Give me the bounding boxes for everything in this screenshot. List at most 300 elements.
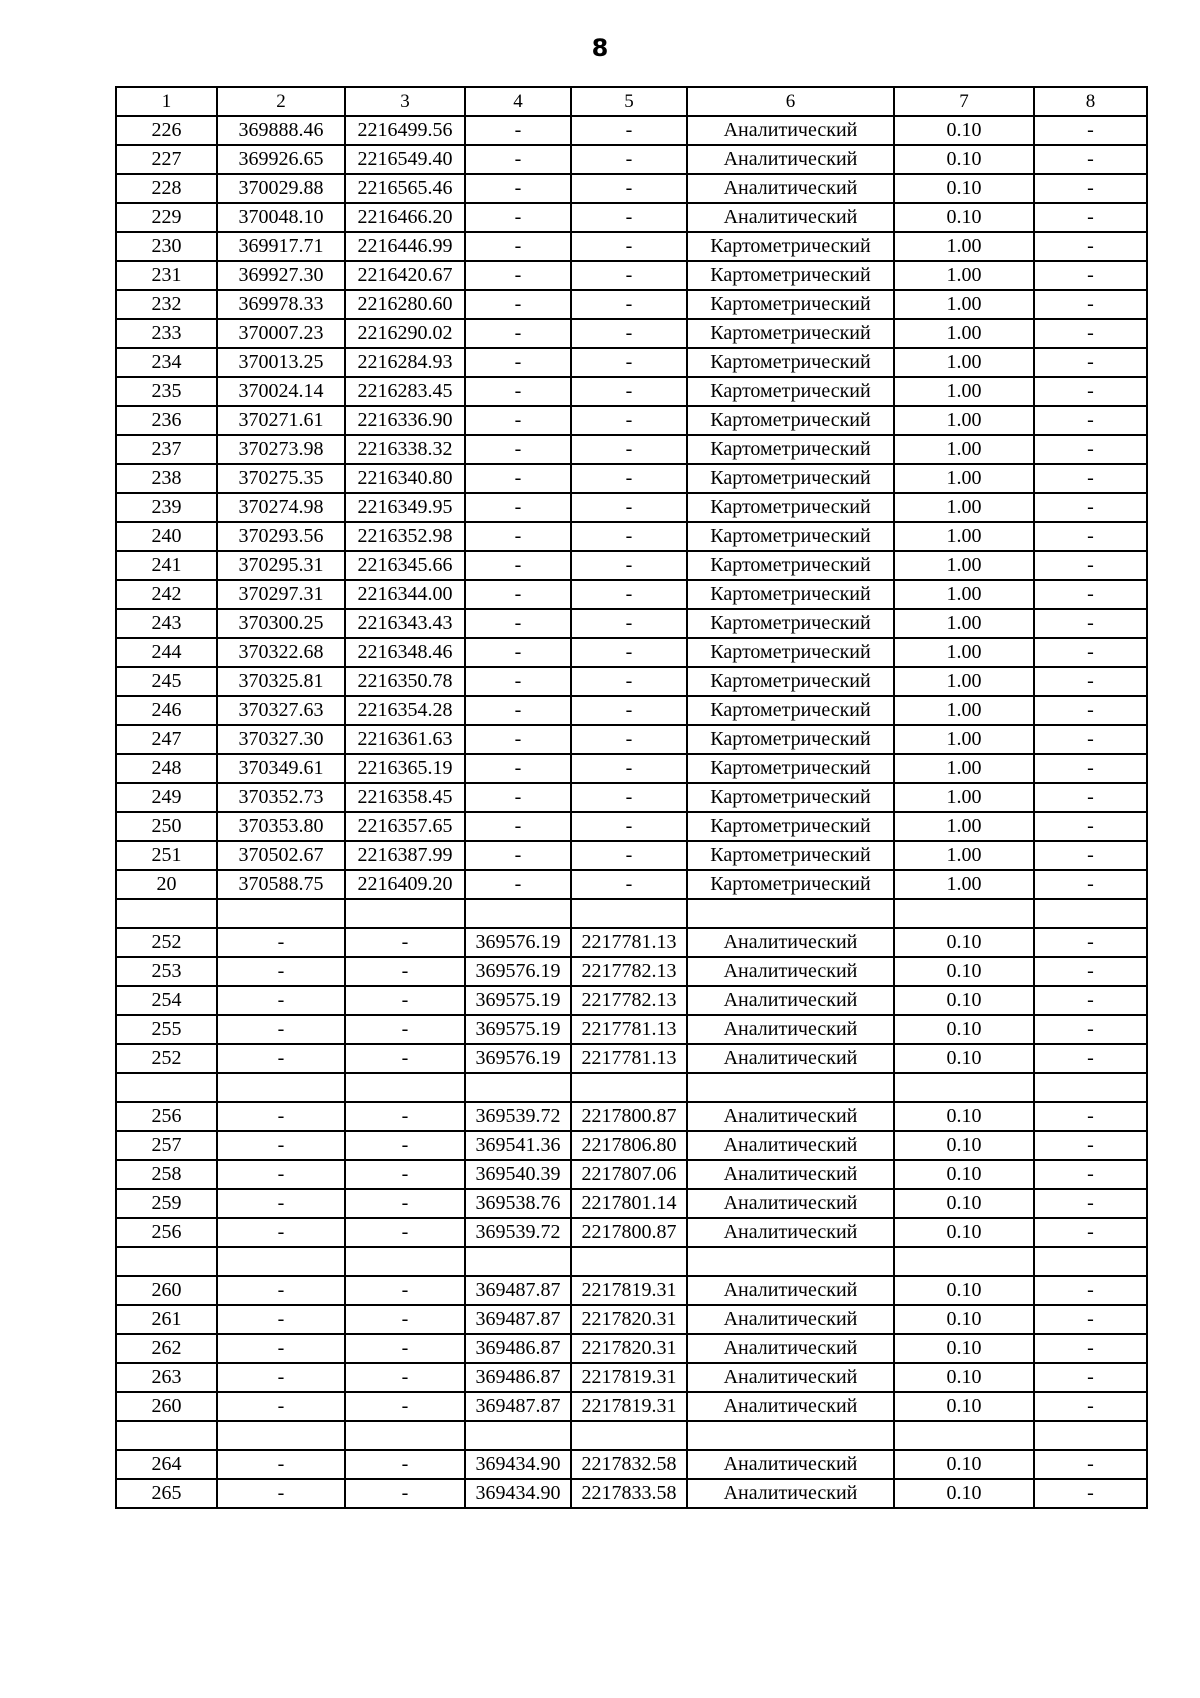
table-row bbox=[116, 1015, 1147, 1044]
table-cell: - bbox=[345, 1218, 465, 1247]
table-cell: 226 bbox=[116, 116, 217, 145]
table-cell: 1.00 bbox=[894, 696, 1034, 725]
table-cell: 370275.35 bbox=[217, 464, 345, 493]
table-cell: 369576.19 bbox=[465, 1044, 571, 1073]
table-cell: 0.10 bbox=[894, 1131, 1034, 1160]
table-cell: 1.00 bbox=[894, 667, 1034, 696]
table-row bbox=[116, 406, 1147, 435]
table-cell: - bbox=[465, 464, 571, 493]
table-row bbox=[116, 754, 1147, 783]
table-row bbox=[116, 1073, 1147, 1102]
table-cell: 2216336.90 bbox=[345, 406, 465, 435]
table-cell: - bbox=[1034, 522, 1147, 551]
table-cell: 2216280.60 bbox=[345, 290, 465, 319]
table-cell: Аналитический bbox=[687, 145, 894, 174]
table-cell: - bbox=[1034, 348, 1147, 377]
table-cell: 369487.87 bbox=[465, 1392, 571, 1421]
table-cell: 227 bbox=[116, 145, 217, 174]
table-cell bbox=[116, 1421, 217, 1450]
table-cell: Картометрический bbox=[687, 609, 894, 638]
table-cell: 1.00 bbox=[894, 812, 1034, 841]
table-cell bbox=[345, 1421, 465, 1450]
table-cell: Аналитический bbox=[687, 1479, 894, 1508]
table-cell: 2217819.31 bbox=[571, 1392, 687, 1421]
table-header-row bbox=[116, 87, 1147, 116]
table-cell bbox=[571, 1247, 687, 1276]
table-cell: Картометрический bbox=[687, 290, 894, 319]
table-cell: - bbox=[1034, 406, 1147, 435]
table-cell bbox=[1034, 899, 1147, 928]
table-cell: 248 bbox=[116, 754, 217, 783]
table-cell bbox=[345, 1247, 465, 1276]
table-cell: - bbox=[1034, 1160, 1147, 1189]
table-cell: 369888.46 bbox=[217, 116, 345, 145]
table-cell: 369926.65 bbox=[217, 145, 345, 174]
table-cell: - bbox=[1034, 174, 1147, 203]
column-header: 3 bbox=[345, 87, 465, 116]
table-cell: 369434.90 bbox=[465, 1479, 571, 1508]
table-cell bbox=[1034, 1421, 1147, 1450]
table-cell: - bbox=[1034, 290, 1147, 319]
table-cell: 0.10 bbox=[894, 1305, 1034, 1334]
table-cell: 370013.25 bbox=[217, 348, 345, 377]
table-cell: 0.10 bbox=[894, 1102, 1034, 1131]
table-row bbox=[116, 522, 1147, 551]
table-cell: - bbox=[1034, 551, 1147, 580]
table-cell: - bbox=[571, 580, 687, 609]
table-cell: Картометрический bbox=[687, 377, 894, 406]
table-cell: - bbox=[345, 1305, 465, 1334]
table-cell: Аналитический bbox=[687, 1305, 894, 1334]
table-cell: - bbox=[465, 754, 571, 783]
table-cell: 369434.90 bbox=[465, 1450, 571, 1479]
table-cell: 241 bbox=[116, 551, 217, 580]
table-cell: - bbox=[217, 957, 345, 986]
table-cell: Аналитический bbox=[687, 1276, 894, 1305]
table-cell: 0.10 bbox=[894, 116, 1034, 145]
table-cell: 369539.72 bbox=[465, 1102, 571, 1131]
table-cell: 369486.87 bbox=[465, 1334, 571, 1363]
table-cell: - bbox=[217, 1160, 345, 1189]
table-cell: - bbox=[465, 261, 571, 290]
table-row bbox=[116, 203, 1147, 232]
table-cell: 370024.14 bbox=[217, 377, 345, 406]
table-cell: Аналитический bbox=[687, 1131, 894, 1160]
table-cell: 0.10 bbox=[894, 1276, 1034, 1305]
table-row bbox=[116, 551, 1147, 580]
table-cell: 2217820.31 bbox=[571, 1334, 687, 1363]
table-cell: 2217782.13 bbox=[571, 957, 687, 986]
table-cell: - bbox=[345, 1479, 465, 1508]
table-cell: - bbox=[571, 783, 687, 812]
table-cell: 2216283.45 bbox=[345, 377, 465, 406]
table-cell: - bbox=[1034, 1044, 1147, 1073]
table-cell: - bbox=[217, 1392, 345, 1421]
table-cell bbox=[345, 1073, 465, 1102]
table-cell bbox=[894, 1247, 1034, 1276]
table-cell: - bbox=[465, 348, 571, 377]
table-cell: Аналитический bbox=[687, 1189, 894, 1218]
table-cell: 2217801.14 bbox=[571, 1189, 687, 1218]
table-cell: 20 bbox=[116, 870, 217, 899]
table-cell: 2216409.20 bbox=[345, 870, 465, 899]
table-cell: 2216420.67 bbox=[345, 261, 465, 290]
table-cell: - bbox=[1034, 754, 1147, 783]
table-cell bbox=[571, 1421, 687, 1450]
table-cell: - bbox=[1034, 1218, 1147, 1247]
table-cell: 369575.19 bbox=[465, 986, 571, 1015]
table-cell: - bbox=[345, 1131, 465, 1160]
table-cell: Картометрический bbox=[687, 870, 894, 899]
table-cell: - bbox=[465, 406, 571, 435]
table-cell bbox=[1034, 1073, 1147, 1102]
table-cell: 370295.31 bbox=[217, 551, 345, 580]
table-row bbox=[116, 1305, 1147, 1334]
table-cell: 256 bbox=[116, 1218, 217, 1247]
table-cell: 2216345.66 bbox=[345, 551, 465, 580]
table-cell: 252 bbox=[116, 1044, 217, 1073]
table-cell: - bbox=[217, 1218, 345, 1247]
table-cell: Аналитический bbox=[687, 1334, 894, 1363]
column-header: 6 bbox=[687, 87, 894, 116]
table-cell: Картометрический bbox=[687, 551, 894, 580]
table-cell: - bbox=[571, 435, 687, 464]
page-number: 8 bbox=[591, 34, 609, 62]
table-cell: 370502.67 bbox=[217, 841, 345, 870]
table-cell: - bbox=[217, 1102, 345, 1131]
column-header: 2 bbox=[217, 87, 345, 116]
table-row bbox=[116, 957, 1147, 986]
table-row bbox=[116, 841, 1147, 870]
table-cell: - bbox=[571, 203, 687, 232]
table-cell: Аналитический bbox=[687, 1102, 894, 1131]
table-cell: - bbox=[465, 319, 571, 348]
table-cell: 237 bbox=[116, 435, 217, 464]
table-cell: - bbox=[217, 1044, 345, 1073]
table-cell: Аналитический bbox=[687, 928, 894, 957]
table-cell: - bbox=[571, 493, 687, 522]
table-row bbox=[116, 319, 1147, 348]
table-cell: - bbox=[217, 1450, 345, 1479]
table-cell: 2216499.56 bbox=[345, 116, 465, 145]
table-cell: - bbox=[1034, 812, 1147, 841]
table-row bbox=[116, 1247, 1147, 1276]
table-cell: 240 bbox=[116, 522, 217, 551]
table-row bbox=[116, 435, 1147, 464]
table-cell: 369917.71 bbox=[217, 232, 345, 261]
table-cell: 370029.88 bbox=[217, 174, 345, 203]
table-cell: 2217819.31 bbox=[571, 1363, 687, 1392]
table-cell bbox=[687, 899, 894, 928]
table-cell: - bbox=[217, 1189, 345, 1218]
table-cell: - bbox=[465, 174, 571, 203]
table-cell: 369927.30 bbox=[217, 261, 345, 290]
table-cell: Аналитический bbox=[687, 116, 894, 145]
table-cell: 243 bbox=[116, 609, 217, 638]
table-cell: - bbox=[571, 522, 687, 551]
table-row bbox=[116, 1363, 1147, 1392]
table-cell: - bbox=[1034, 1102, 1147, 1131]
table-cell: 249 bbox=[116, 783, 217, 812]
table-cell: - bbox=[1034, 841, 1147, 870]
table-cell: Картометрический bbox=[687, 435, 894, 464]
table-cell: 1.00 bbox=[894, 377, 1034, 406]
table-row bbox=[116, 609, 1147, 638]
table-cell: Картометрический bbox=[687, 696, 894, 725]
table-cell: 0.10 bbox=[894, 145, 1034, 174]
table-cell: 264 bbox=[116, 1450, 217, 1479]
table-cell: 370327.30 bbox=[217, 725, 345, 754]
table-cell: - bbox=[1034, 638, 1147, 667]
table-cell: - bbox=[571, 841, 687, 870]
table-row bbox=[116, 1102, 1147, 1131]
table-cell: - bbox=[1034, 870, 1147, 899]
table-row bbox=[116, 348, 1147, 377]
table-cell: 1.00 bbox=[894, 870, 1034, 899]
table-cell: 0.10 bbox=[894, 1334, 1034, 1363]
table-cell: 261 bbox=[116, 1305, 217, 1334]
table-row bbox=[116, 1450, 1147, 1479]
table-row bbox=[116, 1160, 1147, 1189]
table-cell: - bbox=[465, 377, 571, 406]
table-cell: Картометрический bbox=[687, 841, 894, 870]
table-cell: 263 bbox=[116, 1363, 217, 1392]
table-cell: 1.00 bbox=[894, 580, 1034, 609]
table-cell bbox=[465, 1073, 571, 1102]
table-cell: 0.10 bbox=[894, 1160, 1034, 1189]
table-cell: 233 bbox=[116, 319, 217, 348]
table-cell: - bbox=[1034, 1276, 1147, 1305]
table-cell: - bbox=[1034, 928, 1147, 957]
table-row bbox=[116, 493, 1147, 522]
table-cell: Аналитический bbox=[687, 1218, 894, 1247]
table-cell: - bbox=[1034, 1334, 1147, 1363]
table-cell: - bbox=[1034, 377, 1147, 406]
table-cell: - bbox=[465, 435, 571, 464]
table-row bbox=[116, 261, 1147, 290]
table-cell: 2217833.58 bbox=[571, 1479, 687, 1508]
table-cell: - bbox=[1034, 435, 1147, 464]
table-cell: 2216358.45 bbox=[345, 783, 465, 812]
table-cell: Аналитический bbox=[687, 1044, 894, 1073]
table-row bbox=[116, 464, 1147, 493]
table-cell: - bbox=[465, 812, 571, 841]
table-cell: - bbox=[1034, 203, 1147, 232]
table-cell: 370327.63 bbox=[217, 696, 345, 725]
table-cell: - bbox=[465, 493, 571, 522]
table-cell: 0.10 bbox=[894, 957, 1034, 986]
table-cell: - bbox=[345, 1276, 465, 1305]
table-cell: 1.00 bbox=[894, 725, 1034, 754]
table-cell: 0.10 bbox=[894, 174, 1034, 203]
table-cell: 1.00 bbox=[894, 841, 1034, 870]
table-cell: - bbox=[345, 1450, 465, 1479]
table-cell: - bbox=[571, 261, 687, 290]
table-cell: Картометрический bbox=[687, 754, 894, 783]
table-cell: - bbox=[465, 203, 571, 232]
table-cell: - bbox=[571, 232, 687, 261]
table-cell bbox=[894, 1421, 1034, 1450]
table-cell: Картометрический bbox=[687, 464, 894, 493]
table-row bbox=[116, 783, 1147, 812]
table-cell bbox=[894, 899, 1034, 928]
table-cell: - bbox=[217, 1131, 345, 1160]
table-cell: - bbox=[1034, 1189, 1147, 1218]
table-cell: 1.00 bbox=[894, 638, 1034, 667]
table-cell: 230 bbox=[116, 232, 217, 261]
table-cell: 2216549.40 bbox=[345, 145, 465, 174]
table-cell: - bbox=[345, 1392, 465, 1421]
table-cell: - bbox=[1034, 986, 1147, 1015]
table-row bbox=[116, 899, 1147, 928]
table-cell: - bbox=[1034, 116, 1147, 145]
table-cell: - bbox=[465, 696, 571, 725]
table-cell: 2216357.65 bbox=[345, 812, 465, 841]
table-cell: 370349.61 bbox=[217, 754, 345, 783]
table-cell: 370588.75 bbox=[217, 870, 345, 899]
table-cell: - bbox=[571, 145, 687, 174]
table-cell: 246 bbox=[116, 696, 217, 725]
table-cell: 234 bbox=[116, 348, 217, 377]
table-cell: Картометрический bbox=[687, 812, 894, 841]
table-cell bbox=[465, 1247, 571, 1276]
table-cell: - bbox=[345, 986, 465, 1015]
table-cell: 0.10 bbox=[894, 1392, 1034, 1421]
table-cell: - bbox=[217, 1276, 345, 1305]
column-header: 7 bbox=[894, 87, 1034, 116]
table-cell: - bbox=[1034, 261, 1147, 290]
table-cell: 2217820.31 bbox=[571, 1305, 687, 1334]
table-cell: 2217781.13 bbox=[571, 928, 687, 957]
table-cell: - bbox=[571, 754, 687, 783]
table-cell: 2216340.80 bbox=[345, 464, 465, 493]
table-cell: 0.10 bbox=[894, 986, 1034, 1015]
table-cell: 2216365.19 bbox=[345, 754, 465, 783]
table-cell: 0.10 bbox=[894, 1218, 1034, 1247]
table-cell: 262 bbox=[116, 1334, 217, 1363]
table-cell: 1.00 bbox=[894, 783, 1034, 812]
table-cell: 1.00 bbox=[894, 261, 1034, 290]
table-cell: - bbox=[1034, 1392, 1147, 1421]
table-cell: Картометрический bbox=[687, 638, 894, 667]
column-header: 8 bbox=[1034, 87, 1147, 116]
table-cell: - bbox=[571, 319, 687, 348]
table-cell: - bbox=[345, 1015, 465, 1044]
table-cell: 251 bbox=[116, 841, 217, 870]
table-cell: - bbox=[345, 1189, 465, 1218]
table-cell bbox=[465, 899, 571, 928]
table-cell bbox=[116, 899, 217, 928]
table-cell: - bbox=[345, 1334, 465, 1363]
table-cell: - bbox=[1034, 464, 1147, 493]
table-cell: 232 bbox=[116, 290, 217, 319]
table-cell: 2217781.13 bbox=[571, 1044, 687, 1073]
table-cell: 369541.36 bbox=[465, 1131, 571, 1160]
table-cell: Аналитический bbox=[687, 986, 894, 1015]
table-cell: 369576.19 bbox=[465, 957, 571, 986]
table-cell: - bbox=[465, 841, 571, 870]
table-cell: - bbox=[465, 609, 571, 638]
table-cell bbox=[116, 1073, 217, 1102]
table-cell: 1.00 bbox=[894, 435, 1034, 464]
table-cell: 1.00 bbox=[894, 232, 1034, 261]
table-cell: 2217832.58 bbox=[571, 1450, 687, 1479]
table-cell: 1.00 bbox=[894, 319, 1034, 348]
table-cell: - bbox=[345, 957, 465, 986]
table-cell: - bbox=[571, 406, 687, 435]
table-cell: 1.00 bbox=[894, 464, 1034, 493]
table-cell: - bbox=[1034, 493, 1147, 522]
table-cell: 0.10 bbox=[894, 203, 1034, 232]
table-cell: 2216354.28 bbox=[345, 696, 465, 725]
table-cell: 1.00 bbox=[894, 406, 1034, 435]
table-cell: - bbox=[571, 551, 687, 580]
table-cell: 2217781.13 bbox=[571, 1015, 687, 1044]
table-cell: 2216343.43 bbox=[345, 609, 465, 638]
table-cell: 229 bbox=[116, 203, 217, 232]
table-row bbox=[116, 1392, 1147, 1421]
table-cell: - bbox=[1034, 1450, 1147, 1479]
table-cell: 260 bbox=[116, 1392, 217, 1421]
table-cell: Картометрический bbox=[687, 667, 894, 696]
table-cell: - bbox=[1034, 580, 1147, 609]
table-row bbox=[116, 667, 1147, 696]
table-cell: - bbox=[1034, 1479, 1147, 1508]
table-cell: - bbox=[571, 609, 687, 638]
table-cell: 0.10 bbox=[894, 1450, 1034, 1479]
table-cell: Аналитический bbox=[687, 1015, 894, 1044]
table-row bbox=[116, 1131, 1147, 1160]
table-cell: - bbox=[1034, 667, 1147, 696]
table-row bbox=[116, 725, 1147, 754]
table-cell: - bbox=[571, 348, 687, 377]
table-cell: 370322.68 bbox=[217, 638, 345, 667]
table-cell: 265 bbox=[116, 1479, 217, 1508]
table-cell: Аналитический bbox=[687, 174, 894, 203]
table-cell: - bbox=[465, 667, 571, 696]
table-cell: 370297.31 bbox=[217, 580, 345, 609]
table-cell: 370273.98 bbox=[217, 435, 345, 464]
table-cell: Картометрический bbox=[687, 261, 894, 290]
table-cell: 259 bbox=[116, 1189, 217, 1218]
table-cell: - bbox=[345, 1363, 465, 1392]
table-cell: 369487.87 bbox=[465, 1305, 571, 1334]
table-cell bbox=[465, 1421, 571, 1450]
table-cell: 370271.61 bbox=[217, 406, 345, 435]
table-cell: 244 bbox=[116, 638, 217, 667]
table-cell bbox=[217, 1247, 345, 1276]
table-cell: 1.00 bbox=[894, 754, 1034, 783]
table-cell: 238 bbox=[116, 464, 217, 493]
table-cell: 256 bbox=[116, 1102, 217, 1131]
table-cell: 257 bbox=[116, 1131, 217, 1160]
table-cell bbox=[571, 899, 687, 928]
table-cell: Картометрический bbox=[687, 348, 894, 377]
table-cell: 239 bbox=[116, 493, 217, 522]
table-cell: 370293.56 bbox=[217, 522, 345, 551]
table-cell: 2216338.32 bbox=[345, 435, 465, 464]
table-cell: Картометрический bbox=[687, 406, 894, 435]
table-cell: 370007.23 bbox=[217, 319, 345, 348]
table-row bbox=[116, 145, 1147, 174]
table-cell: 1.00 bbox=[894, 551, 1034, 580]
table-cell: Аналитический bbox=[687, 1450, 894, 1479]
table-cell: - bbox=[1034, 696, 1147, 725]
table-cell: 369575.19 bbox=[465, 1015, 571, 1044]
table-cell: Картометрический bbox=[687, 522, 894, 551]
table-cell bbox=[571, 1073, 687, 1102]
table-cell: 2216284.93 bbox=[345, 348, 465, 377]
